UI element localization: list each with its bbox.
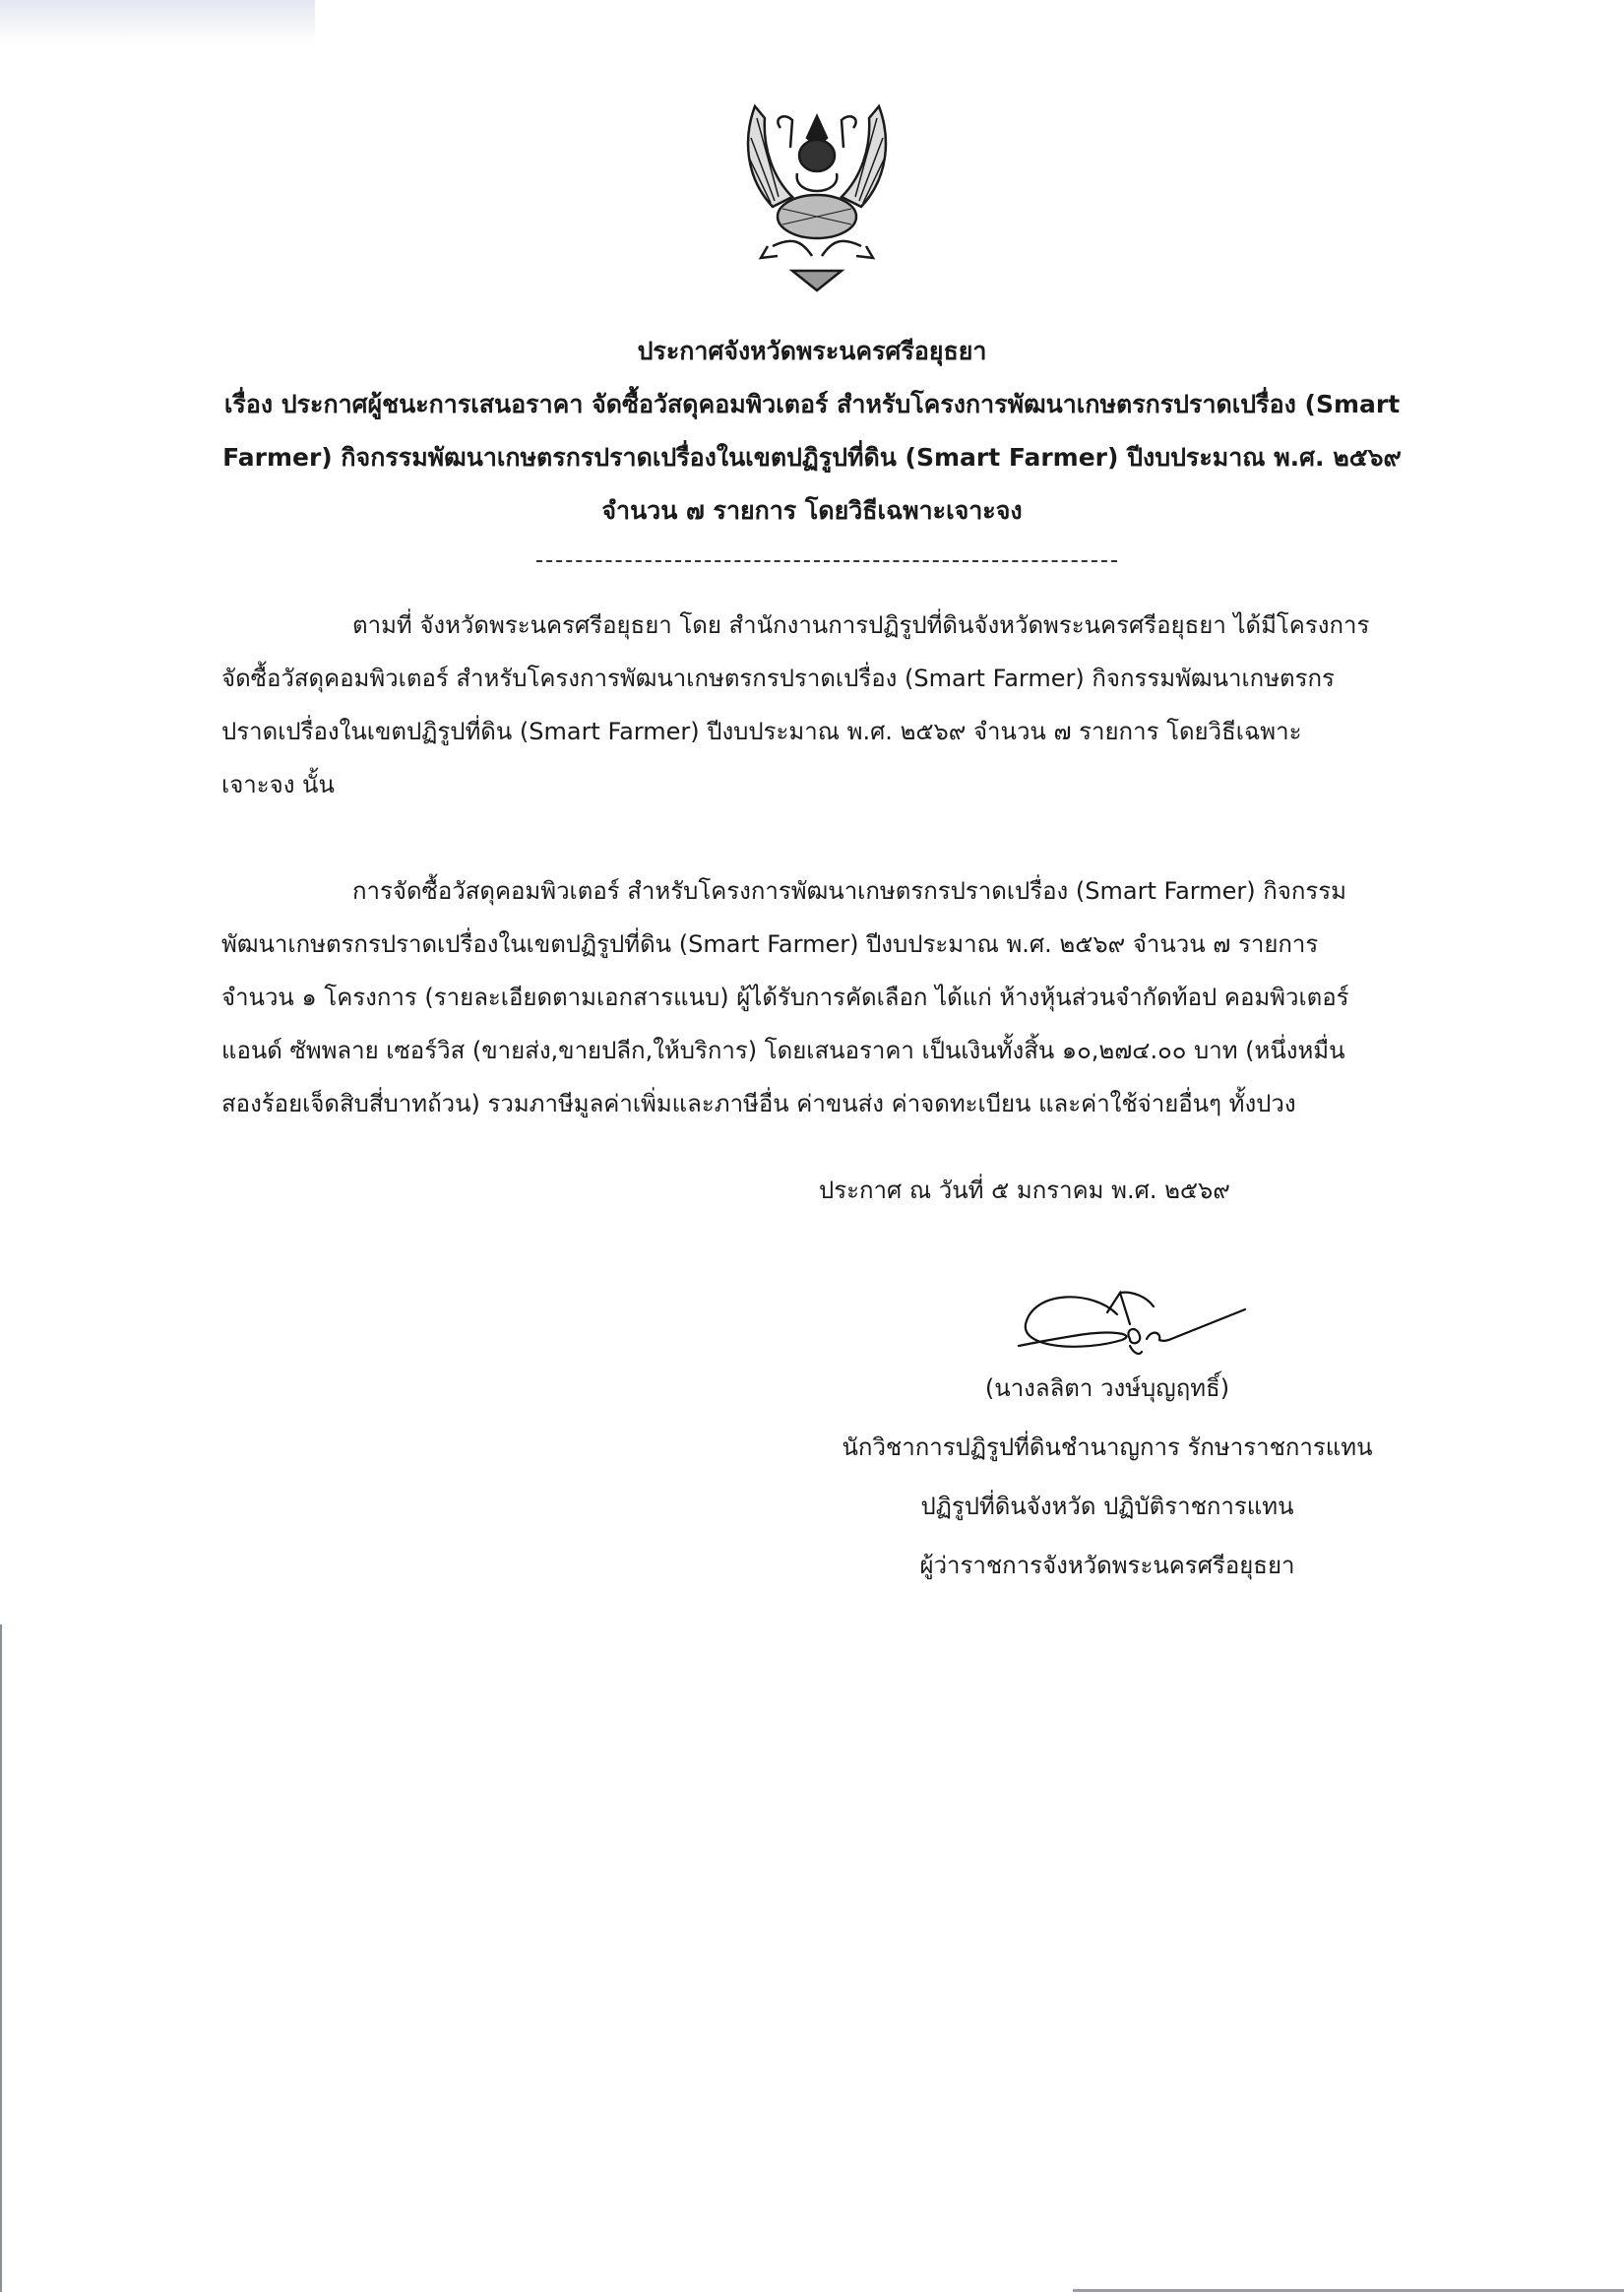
scan-edge-left bbox=[0, 1624, 2, 2292]
paragraph-award bbox=[221, 864, 1403, 1130]
garuda-emblem-icon bbox=[733, 98, 901, 295]
paragraph-line: แอนด์ ซัพพลาย เซอร์วิส (ขายส่ง,ขายปลีก,ให้บริการ) โดยเสนอราคา เป็นเงินทั้งสิ้น ๑๐,๒๗๔.๐๐ บาท (หนึ่งหมื่น bbox=[221, 1037, 1345, 1064]
paragraph-line: จัดซื้อวัสดุคอมพิวเตอร์ สำหรับโครงการพัฒนาเกษตรกรปราดเปรื่อง (Smart Farmer) กิจกรรมพัฒนาเกษตรกร bbox=[221, 665, 1335, 692]
signer-title-2: ปฏิรูปที่ดินจังหวัด ปฏิบัติราชการแทน bbox=[920, 1493, 1294, 1520]
header-divider bbox=[536, 560, 1117, 562]
signer-title-3: ผู้ว่าราชการจังหวัดพระนครศรีอยุธยา bbox=[919, 1552, 1295, 1579]
announcement-header bbox=[197, 325, 1427, 538]
paragraph-line: ตามที่ จังหวัดพระนครศรีอยุธยา โดย สำนักงานการปฏิรูปที่ดินจังหวัดพระนครศรีอยุธยา ได้มีโครงการ bbox=[352, 611, 1370, 639]
paragraph-line: พัฒนาเกษตรกรปราดเปรื่องในเขตปฏิรูปที่ดิน (Smart Farmer) ปีงบประมาณ พ.ศ. ๒๕๖๙ จำนวน ๗ รายการ bbox=[221, 930, 1319, 958]
signer-name: (นางลลิตา วงษ์บุญฤทธิ์) bbox=[984, 1374, 1230, 1402]
issuer-title: ประกาศจังหวัดพระนครศรีอยุธยา bbox=[637, 337, 987, 365]
paragraph-background bbox=[221, 599, 1403, 811]
scan-shadow bbox=[0, 0, 315, 44]
paragraph-line: เจาะจง นั้น bbox=[221, 771, 335, 798]
paragraph-line: การจัดซื้อวัสดุคอมพิวเตอร์ สำหรับโครงการพัฒนาเกษตรกรปราดเปรื่อง (Smart Farmer) กิจกรรม bbox=[352, 877, 1346, 905]
signature-icon bbox=[1014, 1285, 1260, 1364]
announcement-date: ประกาศ ณ วันที่ ๕ มกราคม พ.ศ. ๒๕๖๙ bbox=[819, 1177, 1230, 1204]
paragraph-line: ปราดเปรื่องในเขตปฏิรูปที่ดิน (Smart Farmer) ปีงบประมาณ พ.ศ. ๒๕๖๙ จำนวน ๗ รายการ โดยวิธีเฉพาะ bbox=[221, 718, 1302, 745]
subject-line-3: จำนวน ๗ รายการ โดยวิธีเฉพาะเจาะจง bbox=[601, 496, 1023, 525]
subject-line-1: เรื่อง ประกาศผู้ชนะการเสนอราคา จัดซื้อวัสดุคอมพิวเตอร์ สำหรับโครงการพัฒนาเกษตรกรปราดเปรื่อง (Smart bbox=[223, 390, 1401, 418]
subject-line-2: Farmer) กิจกรรมพัฒนาเกษตรกรปราดเปรื่องในเขตปฏิรูปที่ดิน (Smart Farmer) ปีงบประมาณ พ.ศ. ๒๕๖๙ bbox=[222, 443, 1402, 472]
paragraph-line: จำนวน ๑ โครงการ (รายละเอียดตามเอกสารแนบ) ผู้ได้รับการคัดเลือก ได้แก่ ห้างหุ้นส่วนจำกัดท้อป คอมพิวเตอร์ bbox=[221, 984, 1349, 1011]
signer-title-1: นักวิชาการปฏิรูปที่ดินชำนาญการ รักษาราชการแทน bbox=[842, 1433, 1373, 1461]
signer-block bbox=[787, 1359, 1427, 1595]
paragraph-line: สองร้อยเจ็ดสิบสี่บาทถ้วน) รวมภาษีมูลค่าเพิ่มและภาษีอื่น ค่าขนส่ง ค่าจดทะเบียน และค่าใช้จ่ายอื่นๆ ทั้งปวง bbox=[221, 1090, 1296, 1117]
